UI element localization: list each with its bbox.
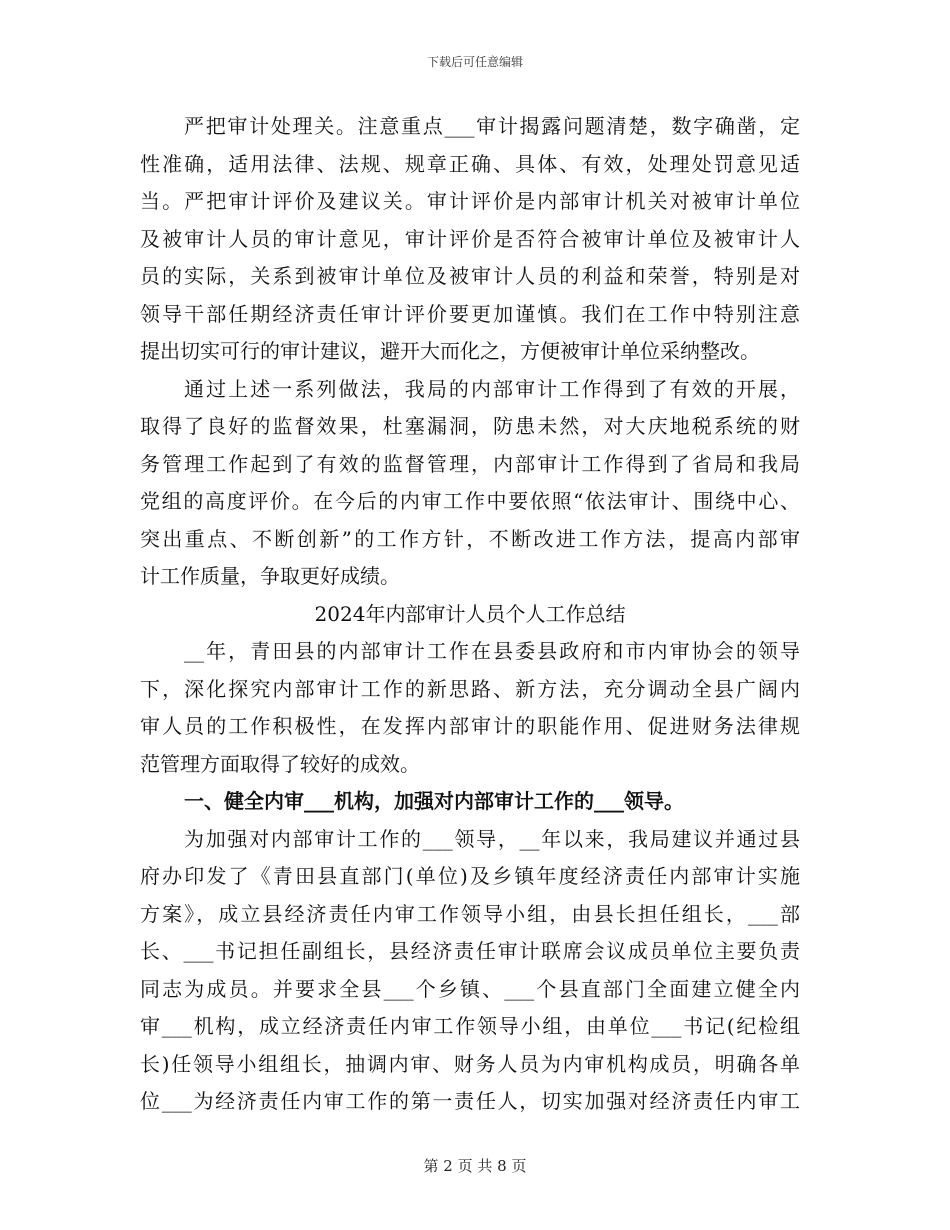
paragraph-line: 范管理方面取得了较好的成效。 [140, 751, 420, 776]
page-number: 第 2 页 共 8 页 [423, 1157, 527, 1175]
paragraph-line: 审___机构，成立经济责任内审工作领导小组，由单位___书记(纪检组 [140, 1014, 800, 1038]
paragraph-line: 下，深化探究内部审计工作的新思路、新方法，充分调动全县广阔内 [140, 676, 800, 701]
paragraph-line: 提出切实可行的审计建议，避开大而化之，方便被审计单位采纳整改。 [140, 339, 760, 363]
document-body [140, 108, 800, 1121]
paragraph-line: 领导干部任期经济责任审计评价要更加谨慎。我们在工作中特别注意 [140, 301, 800, 326]
paragraph-line: 取得了良好的监督效果，杜塞漏洞，防患未然，对大庆地税系统的财 [140, 414, 800, 438]
paragraph-line: 长)任领导小组组长，抽调内审、财务人员为内审机构成员，明确各单 [140, 1051, 800, 1076]
paragraph-line: 位___为经济责任内审工作的第一责任人，切实加强对经济责任内审工 [140, 1089, 800, 1113]
paragraph-line: 为加强对内部审计工作的___领导，__年以来，我局建议并通过县 [184, 826, 800, 851]
paragraph-line: 性准确，适用法律、法规、规章正确、具体、有效，处理处罚意见适 [140, 151, 800, 176]
paragraph-line: 党组的高度评价。在今后的内审工作中要依照“依法审计、围绕中心、 [140, 489, 800, 513]
page-header: 下载后可任意编辑 [426, 55, 523, 69]
paragraph-line: 计工作质量，争取更好成绩。 [140, 564, 400, 588]
paragraph-line: 当。严把审计评价及建议关。审计评价是内部审计机关对被审计单位 [140, 189, 800, 213]
subsection-heading: 一、健全内审___机构，加强对内部审计工作的___领导。 [184, 789, 684, 813]
paragraph-line: 方案》，成立县经济责任内审工作领导小组，由县长担任组长，___部 [140, 901, 800, 926]
paragraph-line: 同志为成员。并要求全县___个乡镇、___个县直部门全面建立健全内 [140, 976, 800, 1001]
paragraph-line: 严把审计处理关。注意重点___审计揭露问题清楚，数字确凿，定 [184, 114, 800, 138]
paragraph-line: 及被审计人员的审计意见，审计评价是否符合被审计单位及被审计人 [140, 226, 800, 251]
paragraph-line: 通过上述一系列做法，我局的内部审计工作得到了有效的开展， [184, 376, 800, 401]
paragraph-line: 员的实际，关系到被审计单位及被审计人员的利益和荣誉，特别是对 [140, 264, 800, 288]
paragraph-line: 突出重点、不断创新”的工作方针，不断改进工作方法，提高内部审 [140, 526, 800, 551]
section-title: 2024年内部审计人员个人工作总结 [314, 601, 626, 626]
paragraph-line: 审人员的工作积极性，在发挥内部审计的职能作用、促进财务法律规 [140, 714, 800, 738]
paragraph-line: __年，青田县的内部审计工作在县委县政府和市内审协会的领导 [184, 639, 800, 663]
paragraph-line: 长、___书记担任副组长，县经济责任审计联席会议成员单位主要负责 [140, 939, 800, 963]
paragraph-line: 务管理工作起到了有效的监督管理，内部审计工作得到了省局和我局 [140, 451, 800, 476]
paragraph-line: 府办印发了《青田县直部门(单位)及乡镇年度经济责任内部审计实施 [140, 864, 800, 888]
